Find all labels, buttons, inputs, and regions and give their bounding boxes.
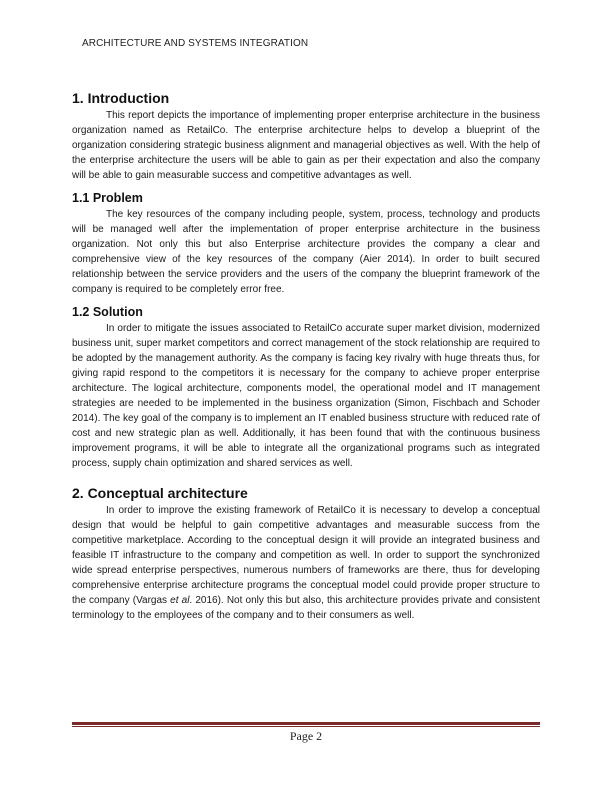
footer-divider [72,722,540,727]
introduction-paragraph: This report depicts the importance of implementing proper enterprise architecture in the business organization named as RetailCo. The enterprise architecture helps to develop a blueprint of the organization considering strategic business alignment and managerial objectives as well. With the help of the enterprise architecture the users will be able to gain as per their expectation and also the company will be able to gain measurable success and competitive advantages as well. [72,110,540,181]
running-header: ARCHITECTURE AND SYSTEMS INTEGRATION [82,38,309,49]
problem-paragraph: The key resources of the company including people, system, process, technology and products will be managed well after the implementation of proper enterprise architecture in the business organization. Not only this but also Enterprise architecture provides the company a clear and comprehensive view of the key resources of the company (Aier 2014). In order to built secured relationship between the service providers and the users of the company the blueprint framework of the company is required to be completely error free. [72,209,540,295]
document-body [72,90,540,623]
section-heading-conceptual-architecture: 2. Conceptual architecture [72,485,248,501]
section-heading-solution: 1.2 Solution [72,305,143,319]
conceptual-text-part-2: . 2016). Not only this but also, this architecture provides private and consistent terminology to the employees of the company and to their consumers as well. [72,595,540,621]
section-heading-introduction: 1. Introduction [72,90,170,106]
page-number: Page 2 [289,729,323,743]
citation-et-al: et al [170,595,190,606]
conceptual-text-part-1: In order to improve the existing framework of RetailCo it is necessary to develop a conceptual design that would be helpful to gain competitive advantages and measurable success from the competitive marketplace. According to the conceptual design it will provide an integrated business and feasible IT infrastructure to the company and competition as well. In order to support the synchronized wide spread enterprise perspectives, numerous numbers of frameworks are there, thus for developing comprehensive enterprise architecture programs the conceptual model could provide proper structure to the company (Vargas [72,505,540,606]
solution-paragraph: In order to mitigate the issues associated to RetailCo accurate super market division, modernized business unit, super market competitors and correct management of the stock relationship are required to be adopted by the management authority. As the company is facing key rivalry with huge threats thus, for giving rapid respond to the competitors it is necessary for the company to achieve proper enterprise architecture. The logical architecture, components model, the operational model and IT management strategies are needed to be implemented in the business organization (Simon, Fischbach and Schoder 2014). The key goal of the company is to implement an IT enabled business structure with reduced rate of cost and new strategic plan as well. Additionally, it has been found that with the continuous business improvement programs, it will be able to integrate all the organizational programs such as integrated process, supply chain optimization and shared services as well. [72,323,540,469]
section-heading-problem: 1.1 Problem [72,191,143,205]
conceptual-architecture-paragraph [72,503,540,623]
